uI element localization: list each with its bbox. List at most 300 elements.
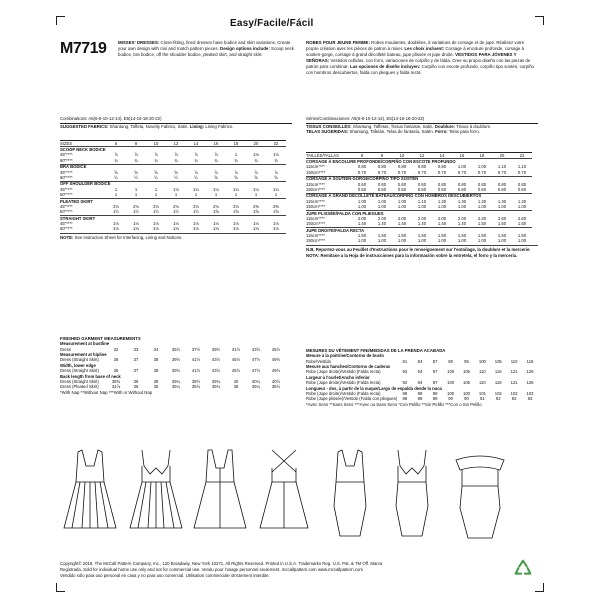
size-cell: 10 [392, 153, 412, 159]
value-cell: 2.00 [377, 215, 387, 221]
value-cell: 2.60 [517, 215, 527, 221]
size-cell: 8 [372, 153, 392, 159]
intro-fr-text: Robes moulantes, doublées, à variations de corsage et de jupe. Réalisez votre propre création avec les pièces de patron à mixer. [306, 40, 525, 51]
right-combinations [306, 116, 538, 135]
value-cell: 1⅛ [253, 226, 259, 232]
value-cell: 36¼ [251, 384, 261, 390]
value-cell: 1.00 [377, 238, 387, 244]
fabrics-fr-label: TISSUS CONSEILLÉS: [306, 123, 352, 129]
value-cell: 1.00 [517, 204, 527, 210]
value-cell: 1.00 [517, 238, 527, 244]
value-cell: 39½ [211, 346, 221, 352]
yardage-table-en [60, 140, 286, 232]
size-cell: 22 [266, 141, 286, 147]
lining-es-label: Forro: [435, 129, 448, 135]
value-cell: 110 [479, 380, 486, 386]
value-cell: 1.00 [417, 238, 427, 244]
row-label: 45"**** [60, 221, 73, 227]
note-fr-text: N.B. Reportez-vous au Feuillet d'Instructions pour le renseignement sur l'entoilage, la doublure et la mercerie. [306, 247, 531, 253]
finished-measurements-table-en [60, 342, 286, 391]
value-cell: ⅝ [254, 174, 258, 180]
value-cell: 1 [174, 192, 178, 198]
value-cell: 37 [133, 357, 139, 363]
sketch-bra-straight [396, 450, 428, 536]
value-cell: 35¼ [171, 384, 181, 390]
value-cell: 90 [464, 396, 469, 402]
note-text: See Instruction Sheet for Interfacing, Lining and Notions. [74, 235, 183, 241]
value-cell: 0.80 [397, 164, 407, 170]
row-label: Dress (Straight Skirt) [60, 357, 99, 363]
pattern-envelope-back [60, 18, 540, 590]
value-cell: 0.70 [437, 169, 447, 175]
row-label: 60"**** [60, 192, 73, 198]
corner-mark [56, 16, 65, 25]
section-title: JUPE DROITE/FALDA RECTA [306, 228, 532, 234]
value-cell: 116 [494, 380, 502, 386]
value-cell: 1 [274, 192, 278, 198]
value-cell: 38¾ [111, 379, 121, 384]
value-cell: 33 [133, 346, 139, 352]
value-cell: 1.00 [437, 204, 447, 210]
value-cell: 1½ [133, 209, 139, 215]
value-cell: 40½ [271, 379, 281, 384]
value-cell: 90 [448, 358, 453, 364]
value-cell: ¾ [154, 157, 158, 163]
value-cell: 1.00 [477, 238, 487, 244]
value-cell: 116 [526, 358, 534, 364]
value-cell: 36½ [271, 384, 281, 390]
left-yardage-table-wrap [60, 140, 286, 241]
value-cell: 90 [448, 396, 453, 402]
footer-line-2: Registrada. Sold for individual home use only and not for commercial use. Vendu pour l'usage personnel seulement. mccallpattern.com www.mccallpattern.com [60, 566, 363, 572]
value-cell: 1.50 [497, 221, 507, 227]
value-cell: 35 [133, 384, 139, 390]
value-cell: 35¾ [211, 384, 221, 390]
value-cell: 1⅛ [233, 226, 239, 232]
value-cell: ½ [134, 174, 138, 180]
value-cell: 1.10 [497, 164, 507, 170]
value-cell: 1⅛ [173, 221, 179, 227]
value-cell: 45½ [271, 346, 281, 352]
value-cell: 40¼ [251, 379, 261, 384]
value-cell: ⅞ [214, 152, 218, 158]
value-cell: 92 [495, 396, 501, 402]
value-cell: 43½ [211, 357, 221, 363]
value-cell: 1⅛ [153, 226, 159, 232]
row-label: 115cm**** [306, 215, 325, 221]
value-cell: 47½ [251, 368, 261, 374]
note-es-text: NOTA: Remítase a la Hoja de instrucciones para la información sobre la entretela, el forro y la mercería. [306, 252, 518, 258]
value-cell: 1.10 [417, 198, 427, 204]
value-cell: 98 [402, 391, 408, 396]
row-label: 45"**** [60, 169, 73, 175]
footer-line-3: Vendido sólo para uso personal en casa y no para uso comercial. Utilisation commerciale strictement interdite. [60, 572, 270, 578]
value-cell: 36 [233, 384, 239, 390]
value-cell: 105 [494, 358, 502, 364]
value-cell: ⅞ [174, 152, 178, 158]
sizes-label: SIZES [60, 141, 106, 147]
row-label: 45"**** [60, 203, 73, 209]
row-label: 45"**** [60, 186, 73, 192]
value-cell: 1⅛ [233, 221, 239, 227]
value-cell: 1⅛ [253, 221, 259, 227]
value-cell: 49½ [271, 357, 281, 363]
value-cell: 1 [134, 192, 138, 198]
value-cell: 0.80 [417, 164, 427, 170]
value-cell: 2.60 [497, 215, 507, 221]
value-cell: ¾ [214, 157, 218, 163]
row-label: 60"**** [60, 157, 73, 163]
intro-es-options-label: Las opciones de diseño incluyen: [349, 63, 421, 69]
value-cell: 1.40 [377, 221, 387, 227]
value-cell: ½ [194, 174, 198, 180]
value-cell: 110 [510, 358, 518, 364]
value-cell: 0.60 [397, 181, 407, 187]
value-cell: 1.00 [457, 204, 467, 210]
value-cell: 1.00 [417, 204, 427, 210]
sketch-crossed-straps [260, 450, 308, 528]
row-label: 115cm**** [306, 164, 325, 170]
size-cell: 20 [492, 153, 512, 159]
value-cell: ⅝ [214, 174, 218, 180]
value-cell: ⅞ [134, 152, 138, 158]
value-cell: ½ [174, 174, 178, 180]
intro-fr-options-label: Les choix incluent: [404, 45, 445, 51]
size-cell: 8 [126, 141, 146, 147]
value-cell: ⅝ [154, 169, 158, 175]
value-cell: 2⅛ [233, 203, 239, 209]
value-cell: 2.00 [357, 215, 367, 221]
value-cell: 39½ [171, 368, 181, 374]
section-title: STRAIGHT SKIRT [60, 216, 286, 222]
size-cell: 16 [206, 141, 226, 147]
section-title: Longueur - dos, à partir de la nuque/Largo de espalda desde la nuca [306, 385, 442, 391]
value-cell: 1.00 [357, 198, 367, 204]
value-cell: 0.70 [417, 169, 427, 175]
value-cell: 2.00 [437, 215, 447, 221]
value-cell: 1.30 [517, 198, 527, 204]
value-cell: 2⅜ [253, 203, 259, 209]
intro-es-text: Vestidos ceñidos, con forro, variaciones de corpiño y de falda. Cree su propio diseño con las piezas de patrón para combinar. [306, 57, 531, 69]
value-cell: 1 [114, 192, 118, 198]
size-cell: 18 [472, 153, 492, 159]
sketch-scoop-neck-front [64, 450, 116, 528]
value-cell: 39½ [191, 379, 201, 384]
intro-es-options: Corpiño con escote profundo, corpiño tipo sostén, corpiño con hombros descubiertos, falda con pliegues y falda recta. [306, 63, 534, 75]
value-cell: 1⅝ [233, 209, 239, 215]
value-cell: 1¼ [233, 186, 239, 192]
page-title: Easy/Facile/Fácil [230, 18, 314, 29]
value-cell: 0.80 [517, 181, 527, 187]
value-cell: 1⅛ [193, 221, 199, 227]
lining-label: Lining: [189, 123, 205, 129]
finished-measurements-title: FINISHED GARMENT MEASUREMENTS [60, 336, 141, 341]
value-cell: 126 [526, 369, 534, 375]
size-cell: 22 [512, 153, 532, 159]
intro-en-text: Close-fitting, lined dresses have bodice and skirt variations. Create your own design with mix and match pattern pieces. [118, 40, 291, 51]
value-cell: 1 [194, 192, 198, 198]
value-cell: 99 [432, 391, 438, 396]
intro-fr-title: ROBES POUR JEUNE FEMME: [306, 40, 370, 45]
value-cell: 0.70 [517, 169, 527, 175]
value-cell: 99 [417, 391, 423, 396]
row-label: 115cm**** [306, 181, 325, 187]
row-label: 45"**** [60, 152, 73, 158]
size-cell: 12 [166, 141, 186, 147]
value-cell: 41½ [191, 368, 201, 374]
row-label: Robe (Jupe droite)/Vestido (Falda recta) [306, 369, 381, 375]
value-cell: 1⅛ [173, 186, 179, 192]
sizes-label: TAILLES/TALLAS [306, 153, 352, 159]
value-cell: 100 [478, 358, 486, 364]
value-cell: 1⅝ [273, 209, 279, 215]
value-cell: 38 [153, 368, 159, 374]
value-cell: 0.60 [477, 186, 487, 192]
value-cell: 1¼ [253, 186, 259, 192]
value-cell: 1¼ [213, 186, 219, 192]
right-finished-measurements [306, 348, 538, 408]
row-label: Robe/Vestido [306, 358, 331, 364]
value-cell: 1⅛ [273, 152, 279, 158]
section-title: Mesure à la poitrine/Contorno de busto [306, 353, 384, 359]
intro-fr-options: Corsage à encolure profonde, corsage à soutien-gorge, corsage à grand décolleté bateau, jupe plissée et jupe droite. [306, 45, 524, 57]
section-title: Measurement at bustline [60, 341, 110, 347]
intro-en-title: MISSES' DRESSES: [118, 40, 160, 45]
size-cell: 16 [452, 153, 472, 159]
value-cell: 2⅛ [173, 203, 179, 209]
value-cell: 1.40 [357, 221, 367, 227]
value-cell: ⅞ [254, 169, 258, 175]
value-cell: 1.40 [397, 221, 407, 227]
right-yardage-table-wrap [306, 152, 538, 259]
value-cell: 1.00 [477, 164, 487, 170]
value-cell: ¾ [134, 157, 138, 163]
value-cell: 2⅛ [113, 203, 119, 209]
value-cell: 34 [153, 346, 159, 352]
lining-text: Lining Fabrics. [205, 123, 234, 129]
value-cell: 37 [133, 368, 139, 374]
section-title: Mesure aux hanches/Contorno de caderas [306, 364, 391, 370]
value-cell: 45½ [231, 368, 241, 374]
value-cell: 1.00 [357, 204, 367, 210]
row-label: Dress (Pleated Skirt) [60, 384, 99, 390]
row-label: 150cm**** [306, 169, 326, 175]
size-cell: 6 [106, 141, 126, 147]
value-cell: 2⅛ [133, 203, 139, 209]
value-cell: 100 [462, 391, 470, 396]
value-cell: 0.60 [357, 181, 367, 187]
footer-line-1: Copyright© 2018, The McCall Pattern Company, Inc., 120 Broadway, New York 10271. All Rights Reserved. Printed in U.S.A. Trademarks Reg. U.S. Pat. & TM Off. Marca [60, 561, 383, 566]
value-cell: 2.00 [417, 215, 427, 221]
value-cell: 0.50 [357, 186, 367, 192]
value-cell: 2⅛ [153, 203, 159, 209]
value-cell: 0.80 [497, 181, 507, 187]
value-cell: 88 [402, 396, 408, 402]
value-cell: 1.30 [457, 198, 467, 204]
row-label: 115cm**** [306, 198, 325, 204]
value-cell: 1 [214, 192, 218, 198]
value-cell: 0.80 [457, 181, 467, 187]
value-cell: ⅝ [174, 169, 178, 175]
value-cell: 1 [114, 186, 118, 192]
combinations-line: Combinations: A5(6-8-10-12-14), E5(14-16-18-20-22) [60, 116, 162, 121]
value-cell: 1.00 [457, 238, 467, 244]
left-combinations [60, 116, 292, 129]
value-cell: 89 [417, 396, 423, 402]
intro-en-options-label: Design options include: [220, 45, 270, 51]
value-cell: 1½ [113, 209, 119, 215]
intro-en-options: Scoop neck bodice, bra bodice, off the shoulder bodice, pleated skirt, and straight skirt. [118, 45, 294, 57]
row-label: 150cm**** [306, 221, 326, 227]
value-cell: ¾ [114, 157, 118, 163]
value-cell: 0.80 [477, 181, 487, 187]
value-cell: ⅞ [194, 169, 198, 175]
value-cell: ⅞ [154, 152, 158, 158]
row-label: 150cm**** [306, 186, 326, 192]
value-cell: 1⅛ [273, 221, 279, 227]
size-cell: 18 [226, 141, 246, 147]
value-cell: 2⅜ [273, 203, 279, 209]
right-footnote: *Avec Sens **Sans Sens ***Avec ou Sans Sens *Con Pelillo **Sin Pelillo ***Con o Sin Pelillo [306, 402, 482, 408]
value-cell: 1.00 [377, 204, 387, 210]
value-cell: 0.80 [377, 164, 387, 170]
section-title: OFF SHOULDER BODICE [60, 181, 286, 187]
value-cell: ½ [114, 174, 118, 180]
value-cell: 43½ [251, 346, 261, 352]
value-cell: 47½ [251, 357, 261, 363]
section-title: Back length from base of neck [60, 373, 121, 379]
row-label: Dress [60, 346, 71, 352]
row-label: Dress (Straight Skirt) [60, 379, 99, 384]
value-cell: 1.50 [517, 221, 527, 227]
value-cell: 1.50 [497, 233, 507, 239]
section-title: CORSAGE À GRAND DÉCOLLETÉ BATEAU/CORPIÑO CON HOMBROS DESCUBIERTOS [306, 193, 532, 199]
value-cell: 1.50 [417, 233, 427, 239]
value-cell: 1.50 [437, 233, 447, 239]
value-cell: 34⅞ [111, 384, 121, 390]
lining-es-text: Telas para forro. [448, 129, 480, 135]
lining-fr-label: Doublure: [434, 123, 456, 129]
row-label: 150cm**** [306, 204, 326, 210]
value-cell: 0.70 [397, 169, 407, 175]
value-cell: 1 [154, 192, 158, 198]
value-cell: 1.50 [377, 233, 387, 239]
value-cell: 1.00 [477, 204, 487, 210]
value-cell: 1½ [193, 209, 199, 215]
garment-sketches [60, 446, 540, 556]
value-cell: 102 [494, 391, 502, 396]
table-row [60, 227, 286, 232]
finished-measurements-table-fr-es [306, 354, 538, 403]
value-cell: 1.50 [357, 233, 367, 239]
section-title: CORSAGE À SOUTIEN-GORGE/CORPIÑO TIPO SOSTÉN [306, 176, 532, 182]
value-cell: ⅞ [234, 169, 238, 175]
row-label: 60"**** [60, 174, 73, 180]
value-cell: 1⅛ [253, 152, 259, 158]
value-cell: 36 [113, 357, 119, 363]
value-cell: 2⅛ [193, 203, 199, 209]
value-cell: 0.80 [357, 164, 367, 170]
value-cell: 35½ [191, 384, 201, 390]
value-cell: 36 [113, 368, 119, 374]
value-cell: 1⅛ [113, 221, 119, 227]
value-cell: ⅞ [194, 152, 198, 158]
value-cell: 105 [462, 380, 470, 386]
value-cell: 91 [480, 396, 485, 402]
row-label: 60"**** [60, 209, 73, 215]
size-cell: 10 [146, 141, 166, 147]
value-cell: 0.50 [437, 186, 447, 192]
row-label: Robe (Jupe droite)/Vestido (Falda recta) [306, 391, 381, 396]
value-cell: ¾ [174, 157, 178, 163]
value-cell: 1 [234, 152, 238, 158]
value-cell: 2.00 [397, 215, 407, 221]
value-cell: 0.50 [377, 186, 387, 192]
value-cell: 1 [134, 186, 138, 192]
value-cell: 1¼ [193, 186, 199, 192]
value-cell: 1⅛ [173, 226, 179, 232]
section-title: CORSAGE À ENCOLURE PROFONDE/CORPIÑO CON ESCOTE PROFUNDO [306, 159, 532, 165]
value-cell: 0.70 [457, 169, 467, 175]
value-cell: 1 [154, 186, 158, 192]
finished-measurements-title-fr: MESURES DU VÊTEMENT FINI/MEDIDAS DE LA PRENDA ACABADA [306, 348, 446, 353]
value-cell: 1.10 [517, 164, 527, 170]
intro-es-title: VESTIDOS PARA JÓVENES Y SEÑORAS: [306, 51, 517, 63]
value-cell: 41½ [231, 346, 241, 352]
value-cell: 0.50 [417, 186, 427, 192]
value-cell: 94 [417, 380, 423, 386]
intro-english [118, 40, 294, 58]
note-label: NOTE: [60, 235, 74, 241]
fabrics-fr-text: Shantung, Taffetas, Tissus fantaisie, Satin. [352, 123, 434, 129]
value-cell: 0.60 [497, 186, 507, 192]
value-cell: 1⅛ [153, 221, 159, 227]
combinations-line-fr: Séries/Combinaciones: A5(6-8-10-12-14), E5(14-16-18-20-22) [306, 116, 425, 121]
value-cell: 97 [432, 380, 438, 386]
value-cell: 94 [417, 369, 423, 375]
value-cell: 105 [462, 369, 470, 375]
size-cell: 20 [246, 141, 266, 147]
value-cell: 84 [417, 358, 423, 364]
value-cell: 1.50 [477, 233, 487, 239]
left-footnote: *With Nap **Without Nap ***With or Without Nap [60, 390, 153, 396]
value-cell: 39¾ [211, 379, 221, 384]
value-cell: 35 [153, 384, 159, 390]
value-cell: ⅝ [114, 169, 118, 175]
copyright-footer [60, 561, 500, 578]
value-cell: 49½ [271, 368, 281, 374]
value-cell: 1⅛ [213, 226, 219, 232]
value-cell: 1.00 [357, 238, 367, 244]
value-cell: 97 [432, 369, 438, 375]
left-finished-measurements [60, 336, 292, 396]
value-cell: 121 [510, 380, 518, 386]
size-cell: 12 [412, 153, 432, 159]
value-cell: 1.00 [397, 198, 407, 204]
value-cell: 0.60 [457, 186, 467, 192]
value-cell: 1.00 [397, 204, 407, 210]
corner-mark [535, 583, 544, 592]
value-cell: 103 [526, 391, 534, 396]
value-cell: 1¼ [273, 186, 279, 192]
row-label: Robe (Jupe droite)/Vestido (Falda recta) [306, 380, 381, 386]
value-cell: 37½ [191, 346, 201, 352]
value-cell: 1.40 [417, 221, 427, 227]
value-cell: ¾ [274, 157, 278, 163]
value-cell: ⅝ [134, 169, 138, 175]
size-cell: 6 [352, 153, 372, 159]
value-cell: 1⅛ [113, 226, 119, 232]
